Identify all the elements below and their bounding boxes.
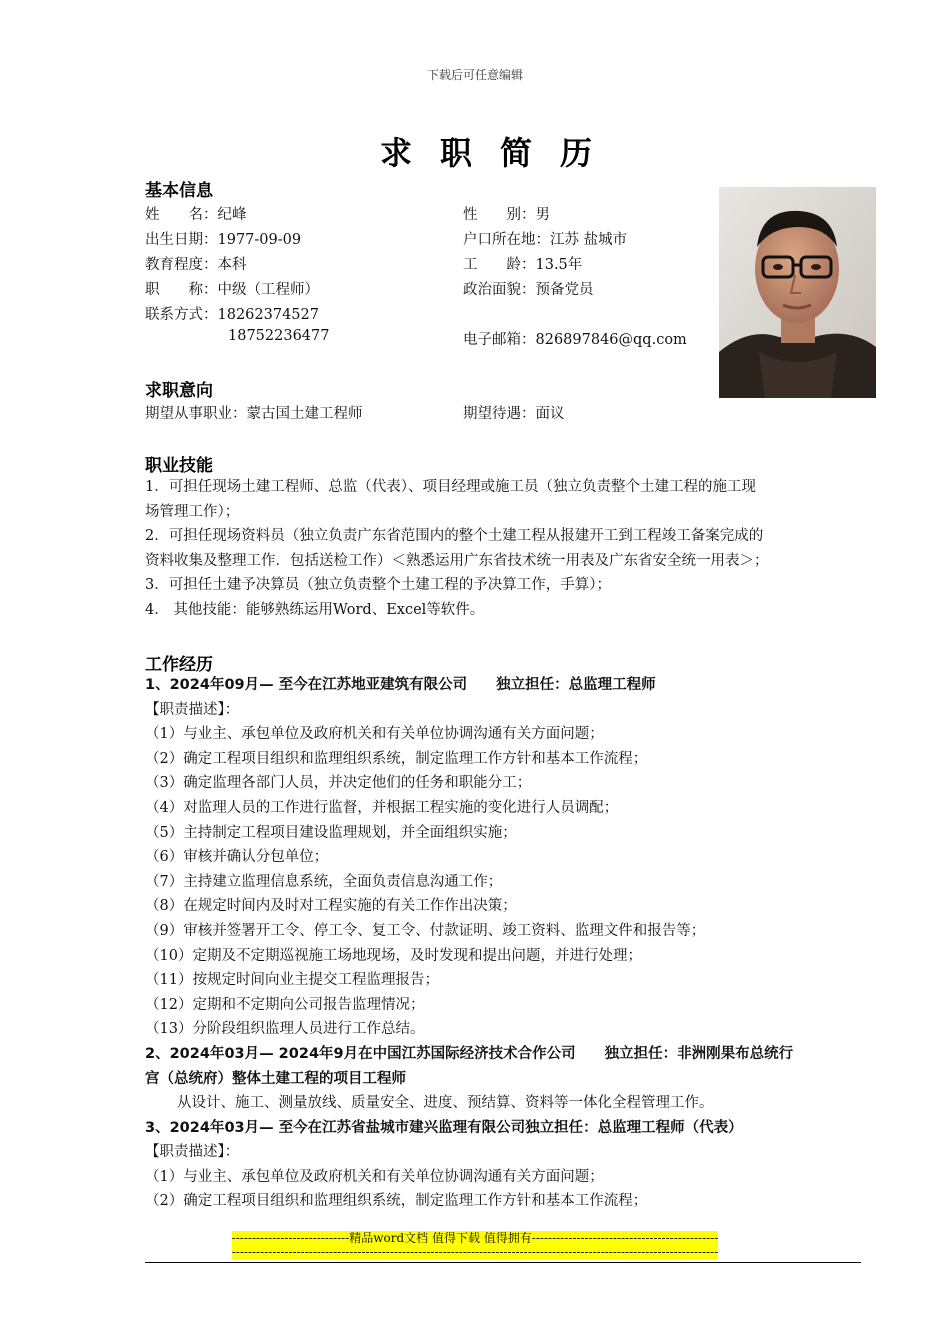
skill-line: 资料收集及整理工作．包括送检工作）＜熟悉运用广东省技术统一用表及广东省安全统一用表＞； (145, 552, 769, 569)
field-title-rank: 职 称：中级（工程师） (145, 282, 319, 298)
field-education: 教育程度：本科 (145, 257, 247, 273)
duty-item: （11）按规定时间向业主提交工程监理报告； (145, 972, 439, 989)
job-title: 1、2024年09月— 至今在江苏地亚建筑有限公司 独立担任：总监理工程师 (145, 677, 656, 693)
job-title: 3、2024年03月— 至今在江苏省盐城市建兴监理有限公司独立担任：总监理工程师（代表） (145, 1119, 743, 1136)
skill-line: 1．可担任现场土建工程师、总监（代表）、项目经理或施工员（独立负责整个土建工程的施工现 (145, 479, 756, 495)
field-birth: 出生日期：1977-09-09 (145, 232, 302, 248)
job-title-continued: 宫（总统府）整体土建工程的项目工程师 (145, 1070, 406, 1087)
section-basic-heading: 基本信息 (145, 181, 213, 201)
duty-item: （9）审核并签署开工令、停工令、复工令、付款证明、竣工资料、监理文件和报告等； (145, 922, 706, 939)
field-expected-job: 期望从事职业：蒙古国土建工程师 (145, 406, 363, 422)
duty-item: （5）主持制定工程项目建设监理规划，并全面组织实施； (145, 824, 517, 841)
footer-dash-line (0, 1245, 950, 1259)
duty-item: （13）分阶段组织监理人员进行工作总结。 (145, 1021, 425, 1038)
skills-list (145, 475, 769, 623)
job-description: 从设计、施工、测量放线、质量安全、进度、预结算、资料等一体化全程管理工作。 (177, 1095, 714, 1112)
field-gender: 性 别：男 (463, 207, 550, 223)
field-political: 政治面貌：预备党员 (463, 282, 594, 298)
work-history (145, 673, 793, 1214)
duty-label: 【职责描述】： (145, 701, 240, 718)
skill-line: 2．可担任现场资料员（独立负责广东省范围内的整个土建工程从报建开工到工程竣工备案完成的 (145, 528, 764, 545)
footer-banner (0, 1229, 950, 1246)
duty-item: （8）在规定时间内及时对工程实施的有关工作作出决策； (145, 898, 517, 915)
portrait-image (719, 187, 876, 398)
footer-dash-text: ------------------------------------------------------------------------------------------------------------------------ (231, 1245, 719, 1259)
skill-line: 场管理工作）； (145, 503, 240, 520)
skill-line: 4． 其他技能：能够熟练运用Word、Excel等软件。 (145, 601, 485, 618)
header-note: 下载后可任意编辑 (426, 68, 523, 82)
field-expected-pay: 期望待遇：面议 (463, 406, 565, 422)
skill-line: 3．可担任土建予决算员（独立负责整个土建工程的予决算工作，手算）； (145, 577, 611, 594)
section-intent-heading: 求职意向 (145, 381, 213, 401)
duty-item: （12）定期和不定期向公司报告监理情况； (145, 996, 425, 1013)
job-title: 2、2024年03月— 2024年9月在中国江苏国际经济技术合作公司 独立担任：非洲刚果布总统行 (145, 1045, 794, 1062)
field-hukou: 户口所在地：江苏 盐城市 (463, 232, 628, 248)
duty-item: （1）与业主、承包单位及政府机关和有关单位协调沟通有关方面问题； (145, 1168, 604, 1185)
section-skills-heading: 职业技能 (145, 456, 213, 476)
duty-item: （3）确定监理各部门人员，并决定他们的任务和职能分工； (145, 775, 532, 792)
duty-label: 【职责描述】： (145, 1144, 240, 1161)
duty-item: （6）审核并确认分包单位； (145, 849, 329, 866)
duty-item: （2）确定工程项目组织和监理组织系统，制定监理工作方针和基本工作流程； (145, 750, 648, 767)
section-work-heading: 工作经历 (145, 655, 213, 675)
duty-item: （4）对监理人员的工作进行监督，并根据工程实施的变化进行人员调配； (145, 799, 619, 816)
field-work-years: 工 龄：13.5年 (463, 257, 583, 273)
footer-rule (145, 1262, 861, 1263)
footer-banner-text: -----------------------------精品word文档 值得下载 值得拥有---------------------------------------------- (231, 1231, 719, 1245)
page-title: 求职简历 (379, 134, 620, 172)
field-phone2: 18752236477 (228, 328, 330, 344)
duty-item: （1）与业主、承包单位及政府机关和有关单位协调沟通有关方面问题； (145, 726, 604, 743)
field-email: 电子邮箱：826897846@qq.com (463, 332, 687, 348)
field-name: 姓 名：纪峰 (145, 207, 247, 223)
field-phone: 联系方式：18262374527 (145, 307, 319, 323)
profile-photo (719, 187, 876, 398)
duty-item: （10）定期及不定期巡视施工场地现场，及时发现和提出问题，并进行处理； (145, 947, 642, 964)
duty-item: （2）确定工程项目组织和监理组织系统，制定监理工作方针和基本工作流程； (145, 1193, 648, 1210)
duty-item: （7）主持建立监理信息系统，全面负责信息沟通工作； (145, 873, 503, 890)
